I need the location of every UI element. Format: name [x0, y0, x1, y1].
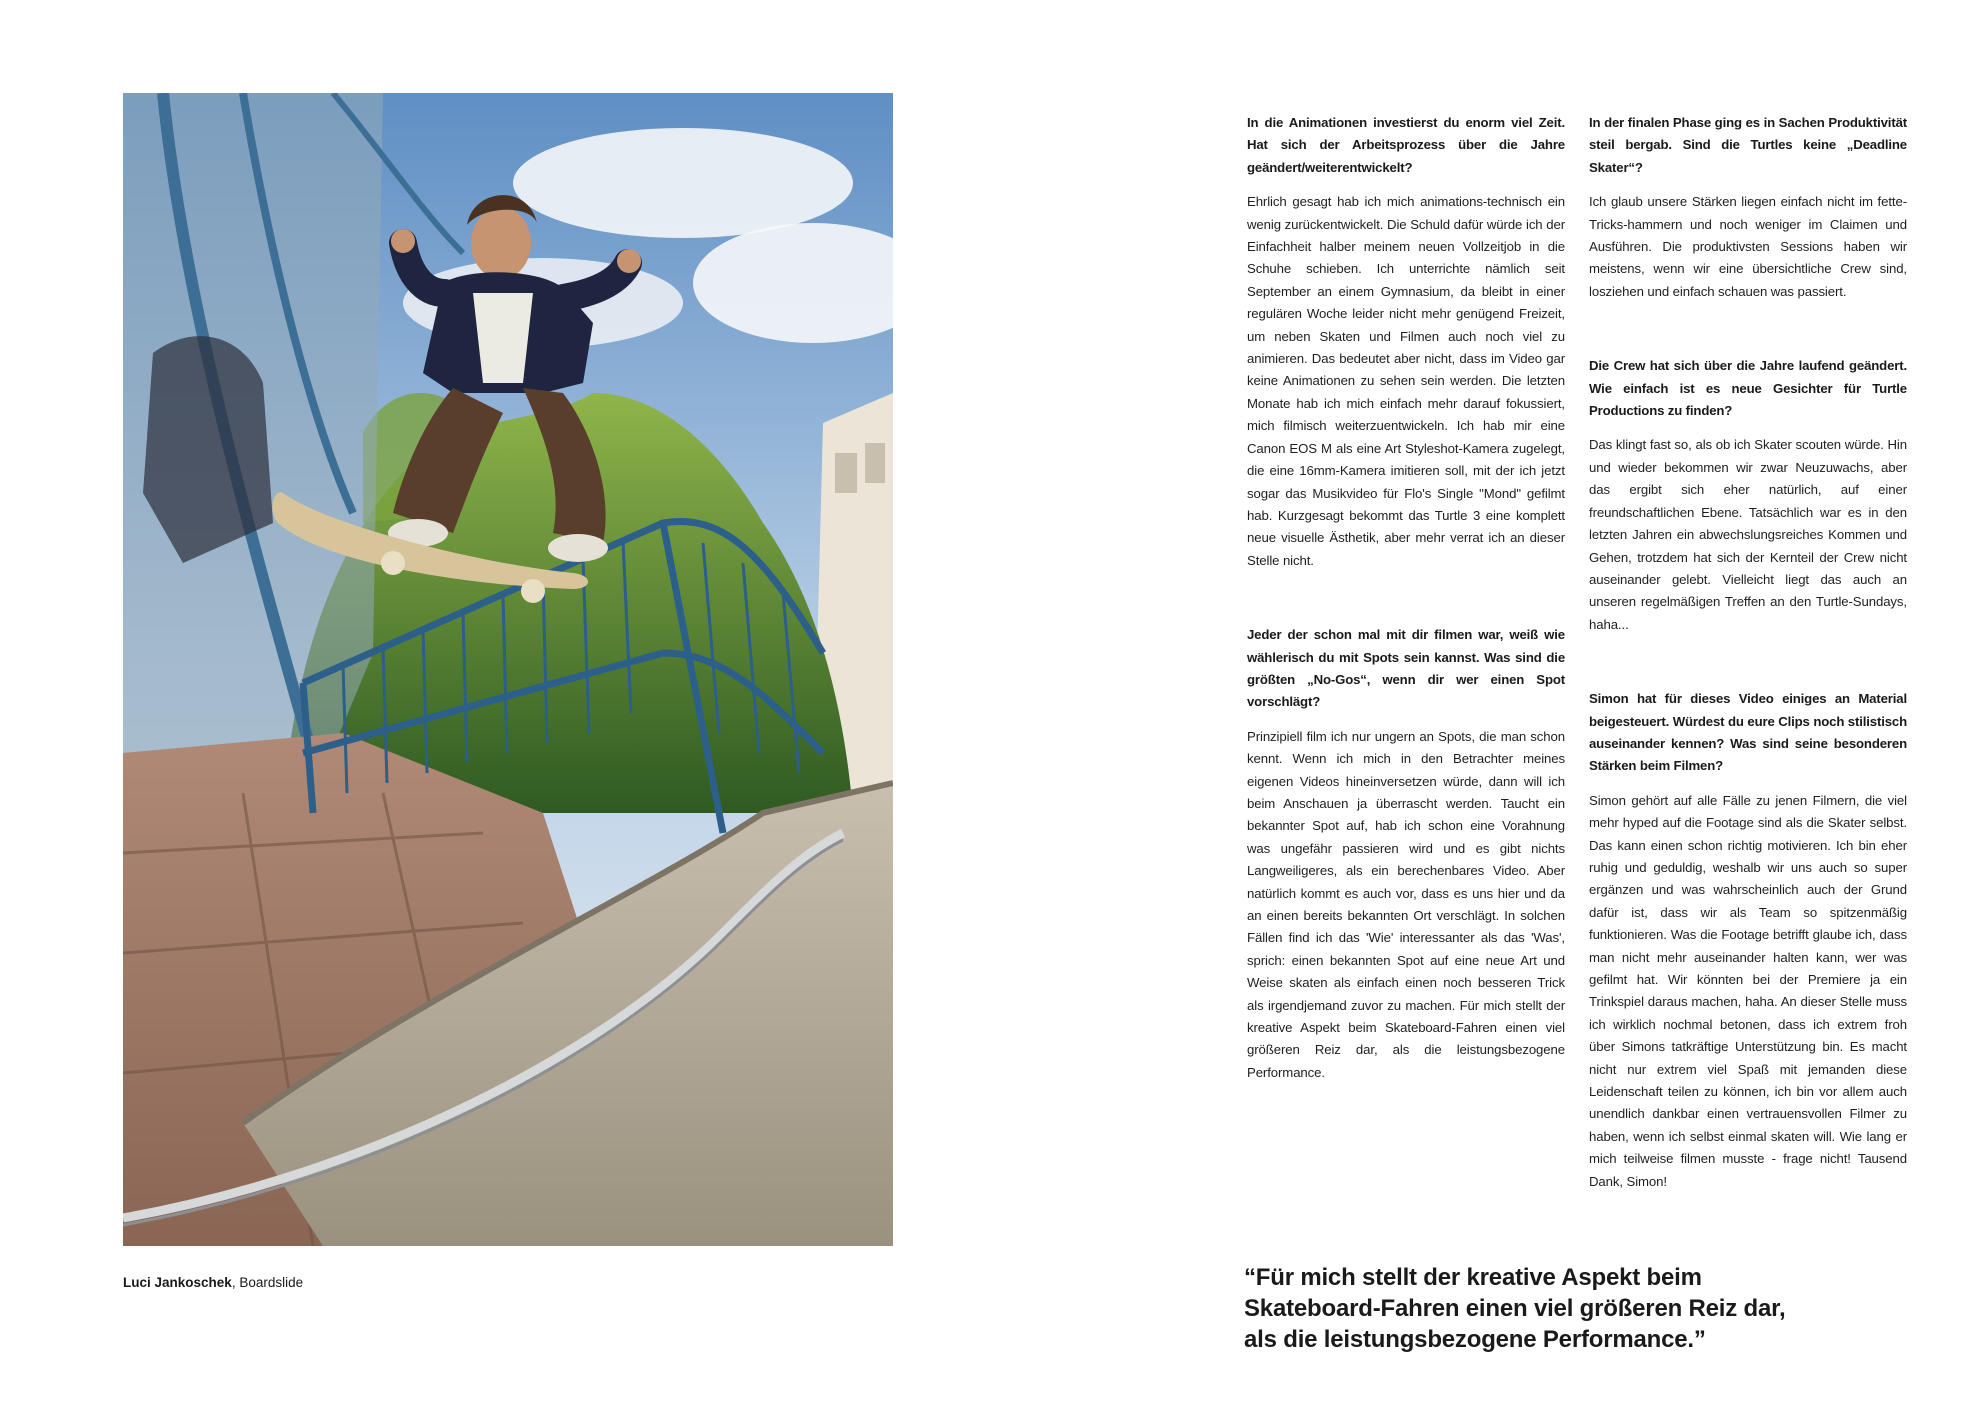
interview-question: In der finalen Phase ging es in Sachen Produktivität steil bergab. Sind die Turtles keine „Deadline Skater“? — [1589, 115, 1907, 175]
cloud — [513, 128, 853, 238]
pull-quote-line: als die leistungsbezogene Performance.” — [1244, 1326, 1706, 1353]
text-column-right — [1589, 112, 1907, 1245]
interview-answer: Simon gehört auf alle Fälle zu jenen Filmern, die viel mehr hyped auf die Footage sind als die Skater selbst. Das kann einen schon richtig motivieren. Ich bin eher ruhig und geduldig, weshalb wir uns auch so super ergänzen und was wahrscheinlich auch der Grund dafür ist, dass wir als Team so spitzenmäßig funktionieren. Was die Footage betrifft glaube ich, dass man nicht mehr auseinander halten kann, wer was gefilmt hat. Wir könnten bei der Premiere ja ein Trinkspiel daraus machen, haha. An dieser Stelle muss ich wirklich nochmal betonen, dass ich extrem froh über Simons tatkräftige Unterstützung bin. Es macht nicht nur extrem viel Spaß mit jemanden diese Leidenschaft teilen zu können, ich bin vor allem auch unendlich dankbar einen vertrauensvollen Filmer zu haben, wenn ich selbst einmal skaten will. Wie lang er mich teilweise filmen musste - frage nicht! Tausend Dank, Simon! — [1589, 792, 1907, 1189]
interview-block — [1589, 112, 1907, 303]
interview-question: Die Crew hat sich über die Jahre laufend geändert. Wie einfach ist es neue Gesichter für Turtle Productions zu finden? — [1589, 358, 1907, 419]
interview-block — [1589, 688, 1907, 1193]
interview-question: Simon hat für dieses Video einiges an Material beigesteuert. Würdest du eure Clips noch stilistisch auseinander kennen? Was sind seine besonderen Stärken beim Filmen? — [1589, 691, 1907, 774]
interview-answer: Ehrlich gesagt hab ich mich animations-technisch ein wenig zurückentwickelt. Die Schuld dafür würde ich der Einfachheit halber meinem neuen Vollzeitjob in die Schuhe schieben. Ich unterrichte nämlich seit September an einem Gymnasium, da bleibt in einer regulären Woche leider nicht mehr genügend Freizeit, um neben Skaten und Filmen auch noch viel zu animieren. Das bedeutet aber nicht, dass im Video gar keine Animationen zu sehen sein werden. Die letzten Monate hab ich mich einfach mehr darauf fokussiert, mich filmisch weiterzuentwickeln. Ich hab mir eine Canon EOS M als eine Art Styleshot-Kamera zugelegt, die eine 16mm-Kamera imitieren soll, mit der ich jetzt sogar das Musikvideo für Flo's Single "Mond" gefilmt hab. Kurzgesagt bekommt das Turtle 3 eine komplett neue visuelle Ästhetik, aber mehr verrat ich an dieser Stelle nicht. — [1247, 194, 1565, 568]
pull-quote-line: “Für mich stellt der kreative Aspekt beim — [1244, 1264, 1702, 1291]
caption-trick: , Boardslide — [231, 1275, 304, 1290]
text-column-left — [1247, 112, 1565, 1136]
skate-photo-illustration — [123, 93, 893, 1246]
interview-answer: Ich glaub unsere Stärken liegen einfach nicht im fette-Tricks-hammern und noch weniger im Claimen und Ausführen. Die produktivsten Sessions haben wir meistens, wenn wir eine übersichtliche Crew sind, losziehen und einfach schauen was passiert. — [1589, 194, 1907, 299]
interview-block — [1247, 112, 1565, 572]
caption-skater-name: Luci Jankoschek — [123, 1275, 232, 1290]
photo-caption — [123, 1274, 303, 1292]
skate-photo — [123, 93, 893, 1246]
interview-block — [1589, 355, 1907, 636]
pull-quote — [1244, 1262, 1864, 1355]
interview-question: Jeder der schon mal mit dir filmen war, weiß wie wählerisch du mit Spots sein kannst. Was sind die größten „No-Gos“, wenn dir wer einen Spot vorschlägt? — [1247, 627, 1565, 710]
interview-block — [1247, 624, 1565, 1084]
interview-answer: Prinzipiell film ich nur ungern an Spots, die man schon kennt. Wenn ich mich in den Betrachter meines eigenen Videos hineinversetzen würde, dann will ich beim Anschauen ja überrascht werden. Taucht ein bekannter Spot auf, hab ich schon eine Vorahnung was ungefähr passieren wird und es gibt nichts Langweiligeres, als ein berechenbares Video. Aber natürlich kommt es auch vor, dass es uns hier und da an einen bereits bekannten Ort verschlägt. In solchen Fällen find ich das 'Wie' interessanter als das 'Was', sprich: einen bekannten Spot auf eine neue Art und Weise skaten als einfach einen noch besseren Trick als irgendjemand zuvor zu machen. Für mich stellt der kreative Aspekt beim Skateboard-Fahren einen viel größeren Reiz dar, als die leistungsbezogene Performance. — [1247, 728, 1565, 1080]
interview-question: In die Animationen investierst du enorm viel Zeit. Hat sich der Arbeitsprozess über die Jahre geändert/weiterentwickelt? — [1247, 115, 1565, 175]
building-window — [865, 443, 885, 483]
interview-answer: Das klingt fast so, als ob ich Skater scouten würde. Hin und wieder bekommen wir zwar Neuzuwachs, aber das ergibt sich eher natürlich, auf einer freundschaftlichen Ebene. Tatsächlich war es in den letzten Jahren ein abwechslungsreiches Kommen und Gehen, trotzdem hat sich der Kernteil der Crew nicht auseinander gelebt. Vielleicht liegt das auch an unseren regelmäßigen Treffen an den Turtle-Sundays, haha... — [1589, 437, 1907, 632]
building-window — [835, 453, 857, 493]
pull-quote-line: Skateboard-Fahren einen viel größeren Reiz dar, — [1244, 1295, 1786, 1322]
